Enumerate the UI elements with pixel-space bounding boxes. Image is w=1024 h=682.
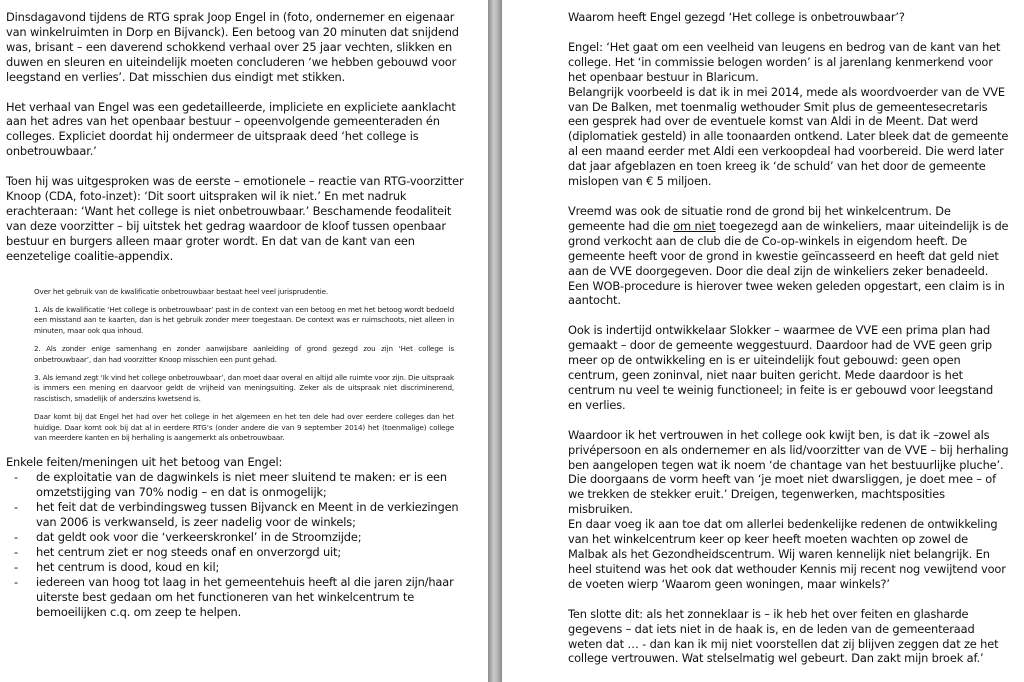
right-paragraph-4 [568, 428, 1010, 592]
right-paragraph-2b: toegezegd aan de winkeliers, maar uiteindelijk is de grond verkocht aan de club die de Co-op-winkels in eigendom heeft. De gemeente heeft voor de grond in kwestie geïncasseerd en heeft dat geld niet aan de VVE doorgegeven. Door die deal zijn de winkeliers zeker benadeeld. Een WOB-procedure is hierover twee weken geleden opgestart, een claim is in aantocht. [568, 218, 1009, 308]
right-paragraph-1 [568, 40, 1010, 189]
right-paragraph-4a: Waardoor ik het vertrouwen in het college ook kwijt ben, is dat ik –zowel als privépersoon en als ondernemer en als lid/voorzitter van de VVE – bij herhaling ben aangelopen tegen wat ik noem ‘de chantage van het bestuurlijke pluche’. Die doorgaans de vorm heeft van ‘je moet niet dwarsliggen, je doet mee – of we trekken de stekker eruit.’ Dreigen, tegenwerken, machtsposities misbruiken. [568, 427, 1009, 517]
left-paragraph-2: Het verhaal van Engel was een gedetailleerde, impliciete en expliciete aanklacht aan het adres van het openbaar bestuur – opeenvolgende gemeenteraden én colleges. Expliciet doordat hij ondermeer de uitspraak deed ‘het college is onbetrouwbaar.’ [6, 99, 456, 159]
right-paragraph-1b: Belangrijk voorbeeld is dat ik in mei 2014, mede als woordvoerder van de VVE van De Balken, met toenmalig wethouder Smit plus de gemeentesecretaris een gesprek had over de eventuele komst van Aldi in de Meent. Dat werd (diplomatiek gesteld) in alle toonaarden ontkend. Later bleek dat de gemeente al een maand eerder met Aldi een verkoopdeal had voorbereid. Die werd later dat jaar afgeblazen en toen kreeg ik ‘de schuld’ van het door de gemeente mislopen van € 5 miljoen. [568, 84, 1009, 189]
left-page [0, 0, 488, 682]
list-item: - het feit dat de verbindingsweg tussen Bijvanck en Meent in de verkiezingen van 2006 is verkwanseld, is zeer nadelig voor de winkels; [6, 500, 470, 530]
right-page [502, 0, 1024, 682]
list-item: - het centrum ziet er nog steeds onaf en onverzorgd uit; [6, 545, 470, 560]
inset-outro: Daar komt bij dat Engel het had over het college in het algemeen en het ten dele had over eerdere colleges dan het huidige. Daar komt ook bij dat al in eerdere RTG’s (onder andere die van 9 september 2014) het (toenmalige) college van meerdere kanten en bij herhaling is aangemerkt als onbetrouwbaar. [34, 412, 454, 443]
underlined-phrase: om niet [673, 218, 716, 233]
page-gutter [488, 0, 502, 682]
inset-item-1: 1. Als de kwalificatie ‘Het college is onbetrouwbaar’ past in de context van een betoog en met het betoog wordt bedoeld een misstand aan te kaarten, dan is het gebruik zonder meer toegestaan. De context was er ruimschoots, niet alleen in minuten, maar ook qua inhoud. [34, 305, 454, 335]
right-paragraph-1a: Engel: ‘Het gaat om een veelheid van leugens en bedrog van de kant van het college. Het ‘in commissie belogen worden’ is al jarenlang kenmerkend voor het openbaar bestuur in Blaricum. [568, 39, 1001, 84]
list-item: - de exploitatie van de dagwinkels is niet meer sluitend te maken: er is een omzetstijging van 70% nodig – en dat is onmogelijk; [6, 470, 470, 500]
left-paragraph-3: Toen hij was uitgesproken was de eerste – emotionele – reactie van RTG-voorzitter Knoop (CDA, foto-inzet): ‘Dit soort uitspraken wil ik niet.’ En met nadruk erachteraan: ‘Want het college is niet onbetrouwbaar.’ Beschamende feodaliteit van deze voorzitter – bij uitstek het gedrag waardoor de kloof tussen openbaar bestuur en burgers alleen maar groter wordt. En dat van de kant van een eenzetelige coalitie-appendix. [6, 174, 464, 263]
inset-intro: Over het gebruik van de kwalificatie onbetrouwbaar bestaat heel veel jurisprudentie. [34, 286, 329, 296]
list-item: - dat geldt ook voor die ‘verkeerskronkel’ in de Stroomzijde; [6, 530, 470, 545]
right-paragraph-3: Ook is indertijd ontwikkelaar Slokker – waarmee de VVE een prima plan had gemaakt – door de gemeente weggestuurd. Daardoor had de VVE geen grip meer op de ontwikkeling en is er uiteindelijk fout gebouwd: geen open centrum, geen zoninval, niet naar buiten gericht. Mede daardoor is het centrum nu veel te weinig functioneel; in feite is er gebouwd voor leegstand en verlies. [568, 323, 994, 412]
list-item: - iedereen van hoog tot laag in het gemeentehuis heeft al die jaren zijn/haar uiterste best gedaan om het functioneren van het winkelcentrum te bemoeilijken c.q. om zeep te helpen. [6, 575, 470, 620]
list-item: - het centrum is dood, koud en kil; [6, 560, 470, 575]
inset-item-2: 2. Als zonder enige samenhang en zonder aanwijsbare aanleiding of grond gezegd zou zijn ‘Het college is onbetrouwbaar’, dan had voorzitter Knoop misschien een punt gehad. [34, 344, 454, 364]
jurisprudence-inset [6, 279, 470, 444]
right-paragraph-2a: Vreemd was ook de situatie rond de grond bij het winkelcentrum. De gemeente had die [568, 203, 951, 233]
right-question: Waarom heeft Engel gezegd ‘Het college is onbetrouwbaar’? [568, 10, 905, 24]
right-paragraph-2 [568, 204, 1010, 308]
facts-list [6, 470, 470, 619]
right-paragraph-4b: En daar voeg ik aan toe dat om allerlei bedenkelijke redenen de ontwikkeling van het winkelcentrum keer op keer heeft moeten wachten op zowel de Malbak als het Gezondheidscentrum. Wij waren kennelijk niet belangrijk. En heel stuitend was het ook dat wethouder Kennis mij recent nog vewijtend voor de voeten wierp ‘Waarom geen woningen, maar winkels?’ [568, 517, 1006, 591]
right-paragraph-5: Ten slotte dit: als het zonneklaar is – ik heb het over feiten en glasharde gegevens – dat iets niet in de haak is, en de leden van de gemeenteraad weten dat … - dan kan ik mij niet voorstellen dat zij blijven zeggen dat ze het college vertrouwen. Wat stelselmatig wel gebeurt. Dan zakt mijn broek af.’ [568, 606, 999, 666]
inset-item-3: 3. Als iemand zegt ‘Ik vind het college onbetrouwbaar’, dan moet daar overal en altijd alle ruimte voor zijn. Die uitspraak is immers een mening en daarvoor geldt de vrijheid van meningsuiting. Zeker als de uitspraak niet discriminerend, rascistisch, smadelijk of anderszins kwetsend is. [34, 373, 454, 403]
left-paragraph-1: Dinsdagavond tijdens de RTG sprak Joop Engel in (foto, ondernemer en eigenaar van winkelruimten in Dorp en Bijvanck). Een betoog van 20 minuten dat snijdend was, brisant – een daverend schokkend verhaal over 25 jaar vechten, slikken en duwen en sleuren en uiteindelijk moeten concluderen ‘we hebben gebouwd voor leegstand en verlies’. Dat misschien dus eindigt met stikken. [6, 10, 459, 84]
facts-list-title: Enkele feiten/meningen uit het betoog van Engel: [6, 455, 283, 470]
